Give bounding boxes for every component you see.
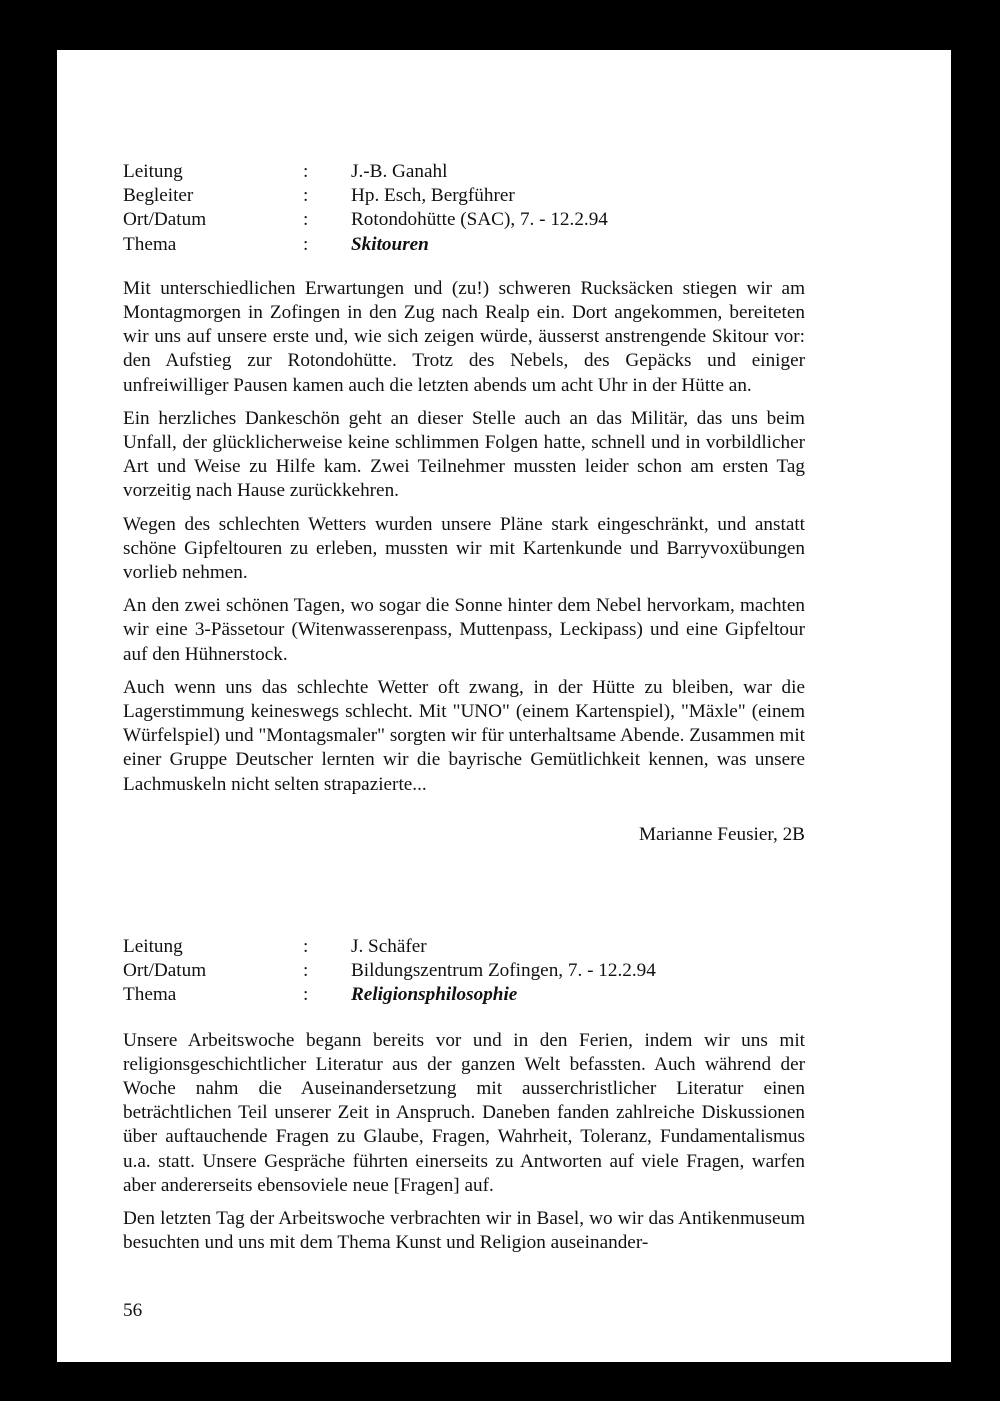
report-skitouren bbox=[123, 160, 805, 847]
meta-label: Thema bbox=[123, 233, 177, 255]
paragraph: Unsere Arbeitswoche begann bereits vor und in den Ferien, indem wir uns mit religionsgeschichtlicher Literatur aus der ganzen Welt befassten. Auch während der Woche nahm die Auseinandersetzung mit ausserchristlicher Literatur einen beträchtlichen Teil unserer Zeit in Anspruch. Daneben fanden zahlreiche Diskussionen über auftauchende Fragen zu Glaube, Fragen, Wahrheit, Toleranz, Fundamentalismus u.a. statt. Unsere Gespräche führten einerseits zu Antworten auf viele Fragen, warfen aber andererseits ebensoviele neue [Fragen] auf. bbox=[123, 1029, 805, 1196]
paragraph: Ein herzliches Dankeschön geht an dieser Stelle auch an das Militär, das uns beim Unfall, der glücklicherweise keine schlimmen Folgen hatte, schnell und in vorbildlicher Art und Weise zu Hilfe kam. Zwei Teilnehmer mussten leider schon am ersten Tag vorzeitig nach Hause zurückkehren. bbox=[123, 407, 805, 502]
meta-value: J. Schäfer bbox=[351, 936, 427, 958]
meta-value: J.-B. Ganahl bbox=[351, 161, 448, 182]
meta-separator: : bbox=[303, 984, 309, 1006]
paragraph: Mit unterschiedlichen Erwartungen und (zu!) schweren Rucksäcken stiegen wir am Montagmorgen in Zofingen in den Zug nach Realp ein. Dort angekommen, bereiteten wir uns auf unsere erste und, wie sich zeigen würde, äusserst anstrengende Skitour vor: den Aufstieg zur Rotondohütte. Trotz des Nebels, des Gepäcks und einiger unfreiwilliger Pausen kamen auch die letzten abends um acht Uhr in der Hütte an. bbox=[123, 277, 805, 396]
report-topic: Skitouren bbox=[351, 233, 429, 255]
report-meta bbox=[123, 935, 805, 1008]
document-page bbox=[57, 50, 951, 1362]
paragraph: An den zwei schönen Tagen, wo sogar die Sonne hinter dem Nebel hervorkam, machten wir eine 3-Pässetour (Witenwasserenpass, Muttenpass, Leckipass) und eine Gipfeltour auf den Hühnerstock. bbox=[123, 595, 805, 665]
meta-value: Hp. Esch, Bergführer bbox=[351, 185, 515, 207]
meta-row-ort-datum bbox=[123, 208, 805, 232]
meta-separator: : bbox=[303, 185, 309, 207]
page-content bbox=[123, 160, 805, 1264]
author-signature: Marianne Feusier, 2B bbox=[638, 823, 805, 845]
meta-row-thema bbox=[123, 983, 805, 1007]
report-topic: Religionsphilosophie bbox=[351, 984, 518, 1006]
meta-value: Rotondohütte (SAC), 7. - 12.2.94 bbox=[351, 209, 608, 231]
paragraph: Den letzten Tag der Arbeitswoche verbrachten wir in Basel, wo wir das Antikenmuseum besuchten und uns mit dem Thema Kunst und Religion auseinander- bbox=[123, 1208, 805, 1254]
meta-row-ort-datum bbox=[123, 959, 805, 983]
meta-label: Leitung bbox=[123, 161, 183, 182]
meta-row-leitung bbox=[123, 160, 805, 184]
meta-separator: : bbox=[303, 936, 309, 958]
report-meta bbox=[123, 160, 805, 257]
meta-label: Leitung bbox=[123, 936, 183, 958]
meta-separator: : bbox=[303, 233, 309, 255]
meta-row-leitung bbox=[123, 935, 805, 959]
meta-label: Ort/Datum bbox=[123, 209, 207, 231]
paragraph: Wegen des schlechten Wetters wurden unsere Pläne stark eingeschränkt, und anstatt schöne Gipfeltouren zu erleben, mussten wir mit Kartenkunde und Barryvoxübungen vorlieb nehmen. bbox=[123, 513, 805, 583]
meta-label: Begleiter bbox=[123, 185, 194, 207]
meta-row-begleiter bbox=[123, 184, 805, 208]
meta-label: Thema bbox=[123, 984, 177, 1006]
meta-row-thema bbox=[123, 233, 805, 257]
meta-label: Ort/Datum bbox=[123, 960, 207, 982]
meta-separator: : bbox=[303, 161, 309, 182]
paragraph: Auch wenn uns das schlechte Wetter oft zwang, in der Hütte zu bleiben, war die Lagerstimmung keineswegs schlecht. Mit "UNO" (einem Kartenspiel), "Mäxle" (einem Würfelspiel) und "Montagsmaler" sorgten wir für unterhaltsame Abende. Zusammen mit einer Gruppe Deutscher lernten wir die bayrische Gemütlichkeit kennen, was unsere Lachmuskeln nicht selten strapazierte... bbox=[123, 676, 805, 795]
meta-separator: : bbox=[303, 209, 309, 231]
report-religionsphilosophie bbox=[123, 935, 805, 1255]
page-number: 56 bbox=[123, 1300, 143, 1321]
meta-value: Bildungszentrum Zofingen, 7. - 12.2.94 bbox=[351, 960, 656, 982]
meta-separator: : bbox=[303, 960, 309, 982]
